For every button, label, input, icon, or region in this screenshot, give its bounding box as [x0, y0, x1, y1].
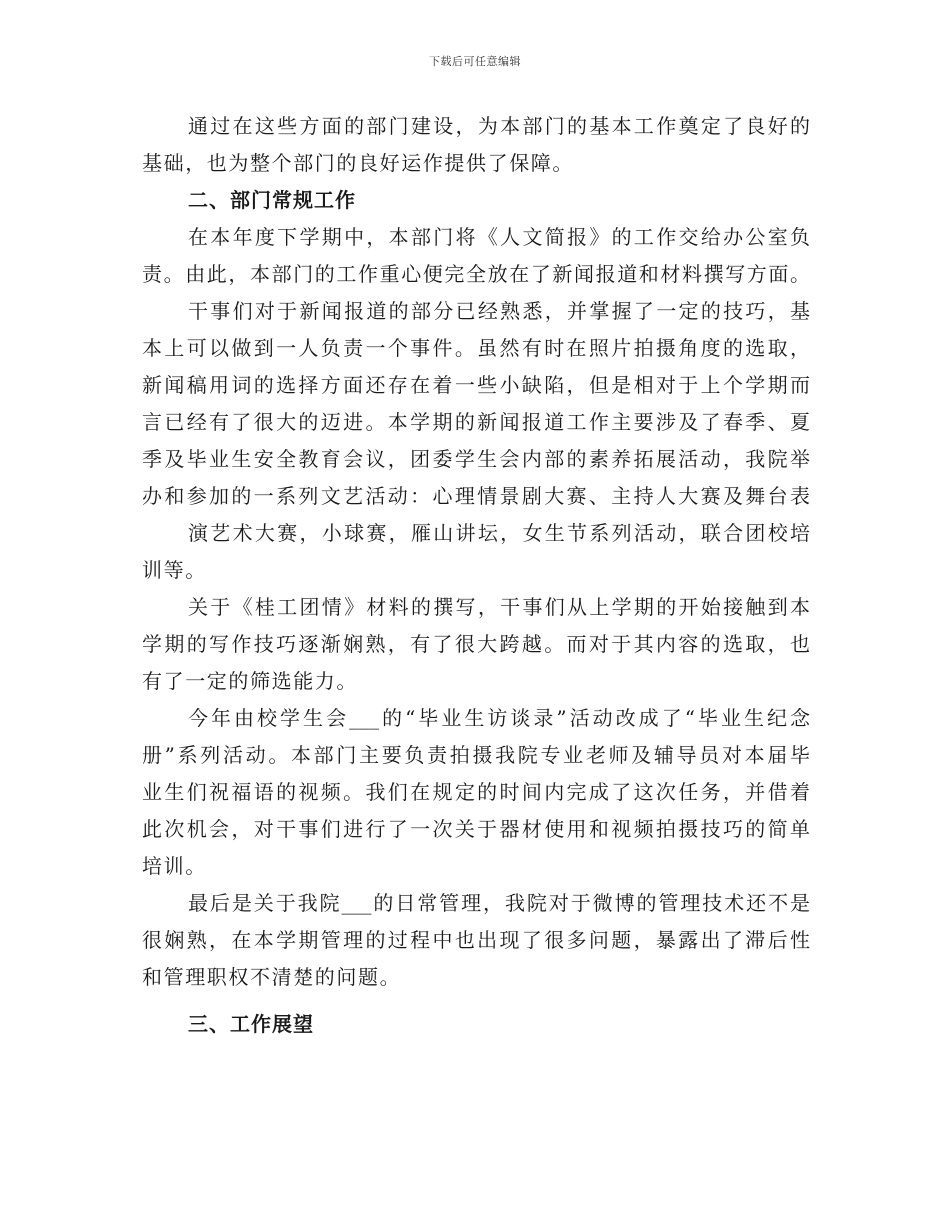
text-line: 学期的写作技巧逐渐娴熟，有了很大跨越。而对于其内容的选取，也 [142, 632, 810, 656]
text-line: 业生们祝福语的视频。我们在规定的时间内完成了这次任务，并借着 [142, 780, 810, 804]
text-line: 今年由校学生会___的“毕业生访谈录”活动改成了“毕业生纪念 [188, 706, 810, 730]
text-line: 此次机会，对干事们进行了一次关于器材使用和视频拍摄技巧的简单 [142, 817, 810, 841]
section-gap [142, 996, 810, 1006]
text-line: 责。由此，本部门的工作重心便完全放在了新闻报道和材料撰写方面。 [142, 262, 812, 286]
section-heading: 二、部门常规工作 [188, 188, 356, 212]
text-line: 册”系列活动。本部门主要负责拍摄我院专业老师及辅导员对本届毕 [142, 743, 810, 767]
text-line: 本上可以做到一人负责一个事件。虽然有时在照片拍摄角度的选取， [142, 336, 810, 360]
text-line: 关于《桂工团情》材料的撰写，干事们从上学期的开始接触到本 [188, 595, 810, 619]
text-line: 和管理职权不清楚的问题。 [142, 965, 402, 989]
text-line: 培训。 [142, 854, 207, 878]
text-line: 有了一定的筛选能力。 [142, 669, 358, 693]
text-line: 新闻稿用词的选择方面还存在着一些小缺陷，但是相对于上个学期而 [142, 373, 810, 397]
document-body [142, 108, 810, 1043]
text-line: 在本年度下学期中，本部门将《人文简报》的工作交给办公室负 [188, 225, 810, 249]
text-line: 训等。 [142, 558, 207, 582]
text-line: 季及毕业生安全教育会议，团委学生会内部的素养拓展活动，我院举 [142, 447, 810, 471]
page-header: 下载后可任意编辑 [429, 55, 521, 68]
text-line: 言已经有了很大的迈进。本学期的新闻报道工作主要涉及了春季、夏 [142, 410, 810, 434]
text-line: 干事们对于新闻报道的部分已经熟悉，并掌握了一定的技巧，基 [188, 299, 810, 323]
section-heading: 三、工作展望 [188, 1012, 314, 1036]
text-line: 演艺术大赛，小球赛，雁山讲坛，女生节系列活动，联合团校培 [188, 521, 810, 545]
text-line: 办和参加的一系列文艺活动：心理情景剧大赛、主持人大赛及舞台表 [142, 484, 810, 508]
text-line: 基础，也为整个部门的良好运作提供了保障。 [142, 151, 574, 175]
text-line: 通过在这些方面的部门建设，为本部门的基本工作奠定了良好的 [188, 114, 810, 138]
text-line: 很娴熟，在本学期管理的过程中也出现了很多问题，暴露出了滞后性 [142, 928, 810, 952]
text-line: 最后是关于我院___的日常管理，我院对于微博的管理技术还不是 [188, 891, 810, 915]
